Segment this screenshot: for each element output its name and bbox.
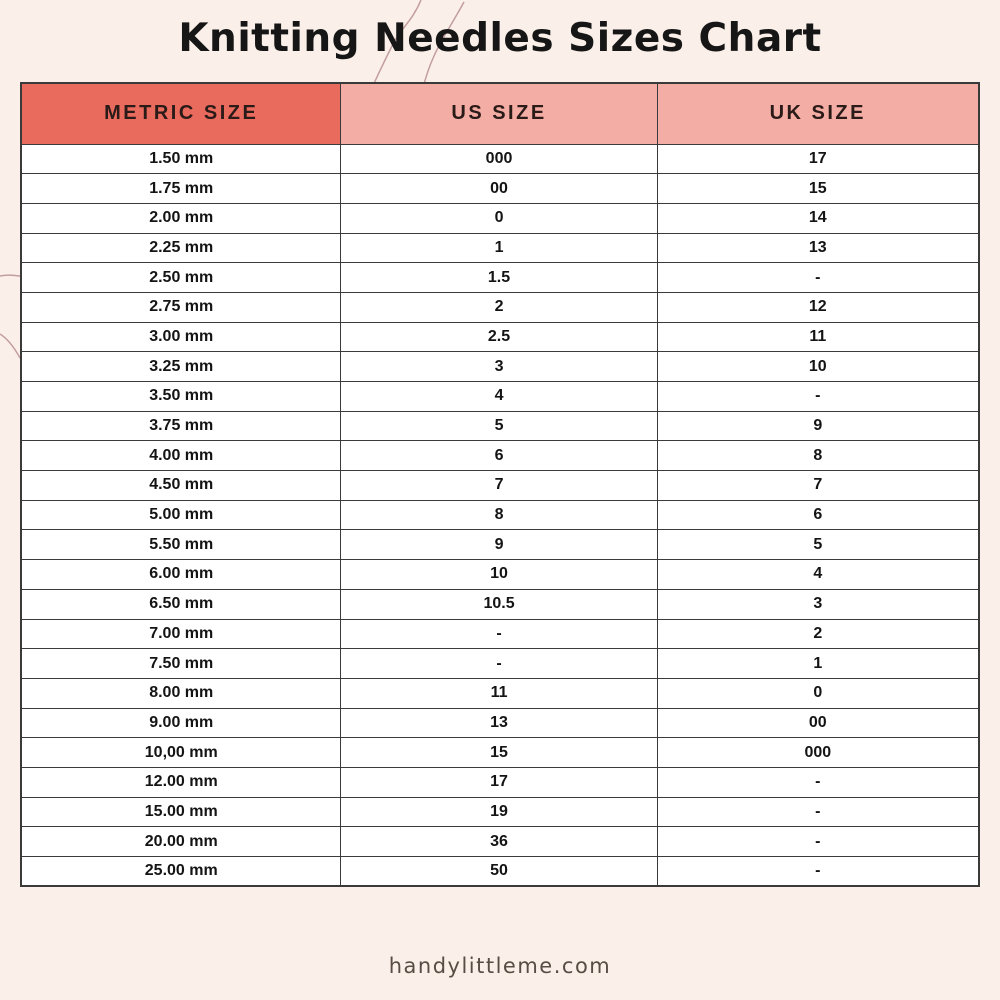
us-size-cell: 7: [341, 471, 657, 501]
table-row: [21, 144, 979, 174]
metric-size-cell: 7.00 mm: [21, 619, 341, 649]
us-size-cell: 36: [341, 827, 657, 857]
uk-size-cell: 5: [657, 530, 979, 560]
table-row: [21, 500, 979, 530]
us-size-cell: 9: [341, 530, 657, 560]
metric-size-cell: 10,00 mm: [21, 738, 341, 768]
uk-size-cell: -: [657, 827, 979, 857]
uk-size-cell: 9: [657, 411, 979, 441]
site-credit: handylittleme.com: [388, 954, 612, 978]
us-size-cell: 17: [341, 767, 657, 797]
us-size-cell: 3: [341, 352, 657, 382]
metric-size-cell: 2.25 mm: [21, 233, 341, 263]
metric-size-cell: 4.00 mm: [21, 441, 341, 471]
us-size-cell: -: [341, 619, 657, 649]
uk-size-cell: 14: [657, 203, 979, 233]
column-header-uk-size: UK SIZE: [657, 83, 979, 144]
uk-size-cell: 3: [657, 589, 979, 619]
metric-size-cell: 8.00 mm: [21, 678, 341, 708]
metric-size-cell: 3.75 mm: [21, 411, 341, 441]
uk-size-cell: 2: [657, 619, 979, 649]
page-title: Knitting Needles Sizes Chart: [178, 16, 822, 61]
us-size-cell: 19: [341, 797, 657, 827]
table-row: [21, 797, 979, 827]
uk-size-cell: 0: [657, 678, 979, 708]
metric-size-cell: 3.25 mm: [21, 352, 341, 382]
us-size-cell: 000: [341, 144, 657, 174]
us-size-cell: 1.5: [341, 263, 657, 293]
metric-size-cell: 6.00 mm: [21, 560, 341, 590]
us-size-cell: 2: [341, 292, 657, 322]
table-row: [21, 292, 979, 322]
table-row: [21, 382, 979, 412]
table-body: [21, 144, 979, 886]
uk-size-cell: 11: [657, 322, 979, 352]
uk-size-cell: 7: [657, 471, 979, 501]
us-size-cell: 00: [341, 174, 657, 204]
uk-size-cell: 00: [657, 708, 979, 738]
uk-size-cell: 15: [657, 174, 979, 204]
table-row: [21, 678, 979, 708]
uk-size-cell: 000: [657, 738, 979, 768]
table-row: [21, 203, 979, 233]
metric-size-cell: 1.75 mm: [21, 174, 341, 204]
us-size-cell: 10: [341, 560, 657, 590]
us-size-cell: 8: [341, 500, 657, 530]
needle-size-table: [20, 82, 980, 887]
uk-size-cell: 8: [657, 441, 979, 471]
us-size-cell: 0: [341, 203, 657, 233]
table-row: [21, 649, 979, 679]
us-size-cell: 5: [341, 411, 657, 441]
us-size-cell: 10.5: [341, 589, 657, 619]
uk-size-cell: 12: [657, 292, 979, 322]
table-row: [21, 441, 979, 471]
metric-size-cell: 1.50 mm: [21, 144, 341, 174]
uk-size-cell: 6: [657, 500, 979, 530]
table-row: [21, 233, 979, 263]
uk-size-cell: -: [657, 797, 979, 827]
table-row: [21, 589, 979, 619]
table-row: [21, 471, 979, 501]
uk-size-cell: 13: [657, 233, 979, 263]
table-row: [21, 767, 979, 797]
table-header: [21, 83, 979, 144]
uk-size-cell: 1: [657, 649, 979, 679]
table-row: [21, 322, 979, 352]
table-row: [21, 738, 979, 768]
metric-size-cell: 20.00 mm: [21, 827, 341, 857]
us-size-cell: 50: [341, 857, 657, 887]
uk-size-cell: 10: [657, 352, 979, 382]
us-size-cell: 15: [341, 738, 657, 768]
us-size-cell: -: [341, 649, 657, 679]
us-size-cell: 13: [341, 708, 657, 738]
metric-size-cell: 5.50 mm: [21, 530, 341, 560]
column-header-us-size: US SIZE: [341, 83, 657, 144]
table-row: [21, 530, 979, 560]
uk-size-cell: -: [657, 263, 979, 293]
yarn-strand-left-horizontal: [0, 275, 22, 276]
metric-size-cell: 2.50 mm: [21, 263, 341, 293]
table-row: [21, 411, 979, 441]
table-row: [21, 619, 979, 649]
table-row: [21, 352, 979, 382]
uk-size-cell: -: [657, 857, 979, 887]
metric-size-cell: 3.00 mm: [21, 322, 341, 352]
table-row: [21, 174, 979, 204]
uk-size-cell: 4: [657, 560, 979, 590]
metric-size-cell: 3.50 mm: [21, 382, 341, 412]
us-size-cell: 4: [341, 382, 657, 412]
table-header-row: [21, 83, 979, 144]
table-row: [21, 708, 979, 738]
metric-size-cell: 2.00 mm: [21, 203, 341, 233]
us-size-cell: 6: [341, 441, 657, 471]
metric-size-cell: 4.50 mm: [21, 471, 341, 501]
table-row: [21, 560, 979, 590]
uk-size-cell: -: [657, 767, 979, 797]
table-row: [21, 827, 979, 857]
uk-size-cell: -: [657, 382, 979, 412]
table-row: [21, 857, 979, 887]
uk-size-cell: 17: [657, 144, 979, 174]
table-row: [21, 263, 979, 293]
metric-size-cell: 7.50 mm: [21, 649, 341, 679]
us-size-cell: 11: [341, 678, 657, 708]
metric-size-cell: 25.00 mm: [21, 857, 341, 887]
metric-size-cell: 5.00 mm: [21, 500, 341, 530]
us-size-cell: 2.5: [341, 322, 657, 352]
metric-size-cell: 6.50 mm: [21, 589, 341, 619]
column-header-metric-size: METRIC SIZE: [21, 83, 341, 144]
metric-size-cell: 2.75 mm: [21, 292, 341, 322]
metric-size-cell: 9.00 mm: [21, 708, 341, 738]
metric-size-cell: 12.00 mm: [21, 767, 341, 797]
yarn-strand-left-curve: [0, 334, 20, 358]
metric-size-cell: 15.00 mm: [21, 797, 341, 827]
us-size-cell: 1: [341, 233, 657, 263]
